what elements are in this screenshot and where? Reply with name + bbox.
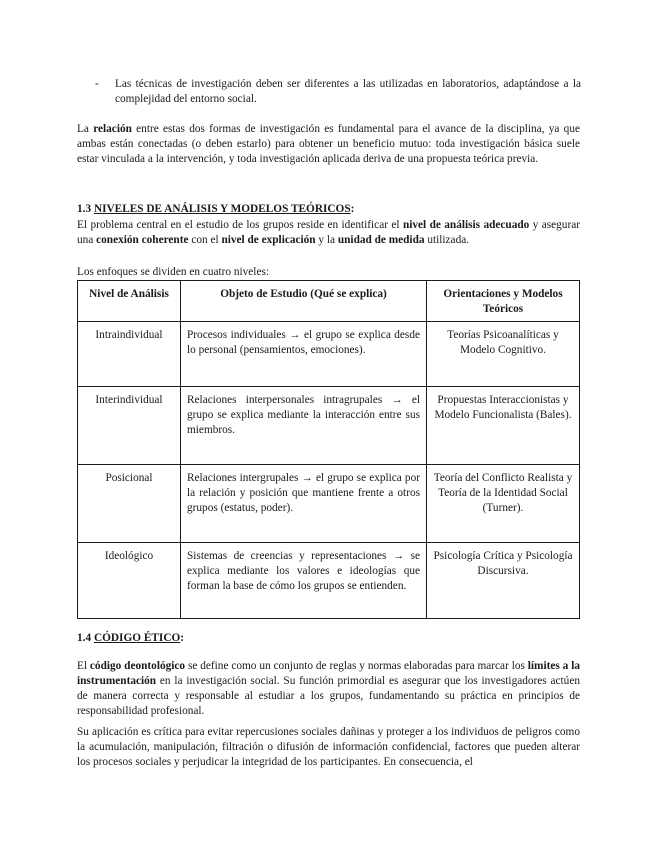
cell-orientation: Psicología Crítica y Psicología Discursiva. — [427, 543, 580, 619]
ethics-paragraph-2: Su aplicación es crítica para evitar repercusiones sociales dañinas y proteger a los individuos de peligros como la acumulación, manipulación, filtración o difusión de información confidencial, factores que pueden alterar los procesos sociales y perjudicar la integridad de los participantes. En consecuencia, el — [77, 726, 580, 768]
text-run: La — [77, 123, 94, 135]
text-run: en la investigación social. Su función primordial es asegurar que los investigadores actúen de manera correcta y responsable al estudiar a los grupos, fundamentando su práctica en principios de responsabilidad profesional. — [77, 675, 580, 717]
text-run: utilizada. — [424, 234, 470, 246]
table-row — [78, 322, 580, 387]
text-run: y la — [315, 234, 338, 246]
table-intro: Los enfoques se dividen en cuatro niveles: — [77, 266, 269, 278]
cell-object: Relaciones interpersonales intragrupales → el grupo se explica mediante la interacción entre sus miembros. — [181, 387, 427, 465]
cell-level: Interindividual — [78, 387, 181, 465]
cell-level: Ideológico — [78, 543, 181, 619]
ethics-paragraph-1 — [77, 659, 580, 719]
levels-table — [77, 280, 580, 619]
section-title: CÓDIGO ÉTICO — [93, 632, 181, 644]
cell-level: Posicional — [78, 465, 181, 543]
table-header-row — [78, 281, 580, 322]
bold-term: relación — [93, 123, 132, 135]
text-run: se define como un conjunto de reglas y normas elaboradas para marcar los — [185, 660, 528, 672]
text-run: y asegurar una — [77, 219, 580, 246]
table-row — [78, 465, 580, 543]
bold-term: nivel de explicación — [221, 234, 316, 246]
bullet-marker: - — [95, 78, 99, 90]
section-heading-1-3 — [77, 202, 354, 217]
section-number: 1.4 — [77, 632, 94, 644]
text-run: entre estas dos formas de investigación es fundamental para el avance de la disciplina, ya que ambas están conectadas (o deben estarlo) para obtener un beneficio mutuo: toda investigación básica suele estar vinculada a la intervención, y toda investigación aplicada deriva de una propuesta teórica previa. — [77, 123, 580, 165]
header-orientation: Orientaciones y Modelos Teóricos — [427, 281, 580, 322]
bold-term: código deontológico — [89, 660, 186, 672]
section-number: 1.3 — [77, 203, 94, 215]
bold-term: conexión coherente — [96, 234, 189, 246]
cell-object: Sistemas de creencias y representaciones → se explica mediante los valores e ideologías que forman la base de cómo los grupos se entienden. — [181, 543, 427, 619]
bold-term: nivel de análisis adecuado — [402, 219, 530, 231]
bold-term: límites a la instrumentación — [77, 660, 580, 687]
cell-object: Procesos individuales → el grupo se explica desde lo personal (pensamientos, emociones). — [181, 322, 427, 387]
cell-orientation: Propuestas Interaccionistas y Modelo Funcionalista (Bales). — [427, 387, 580, 465]
cell-object: Relaciones intergrupales → el grupo se explica por la relación y posición que mantiene frente a otros grupos (estatus, poder). — [181, 465, 427, 543]
relation-paragraph — [77, 122, 580, 167]
bold-term: unidad de medida — [337, 234, 425, 246]
text-run: El — [77, 660, 90, 672]
table-row — [78, 387, 580, 465]
cell-orientation: Teoría del Conflicto Realista y Teoría de la Identidad Social (Turner). — [427, 465, 580, 543]
section-heading-1-4 — [77, 631, 184, 646]
table-row — [78, 543, 580, 619]
section-colon: : — [180, 632, 185, 644]
cell-orientation: Teorías Psicoanalíticas y Modelo Cognitivo. — [427, 322, 580, 387]
cell-level: Intraindividual — [78, 322, 181, 387]
text-run: con el — [188, 234, 222, 246]
header-level: Nivel de Análisis — [78, 281, 181, 322]
section-title: NIVELES DE ANÁLISIS Y MODELOS TEÓRICOS — [93, 203, 351, 215]
header-object: Objeto de Estudio (Qué se explica) — [181, 281, 427, 322]
levels-paragraph — [77, 218, 580, 248]
text-run: El problema central en el estudio de los grupos reside en identificar el — [77, 219, 403, 231]
section-colon: : — [350, 203, 355, 215]
bullet-text: Las técnicas de investigación deben ser diferentes a las utilizadas en laboratorios, adaptándose a la complejidad del entorno social. — [115, 78, 581, 105]
